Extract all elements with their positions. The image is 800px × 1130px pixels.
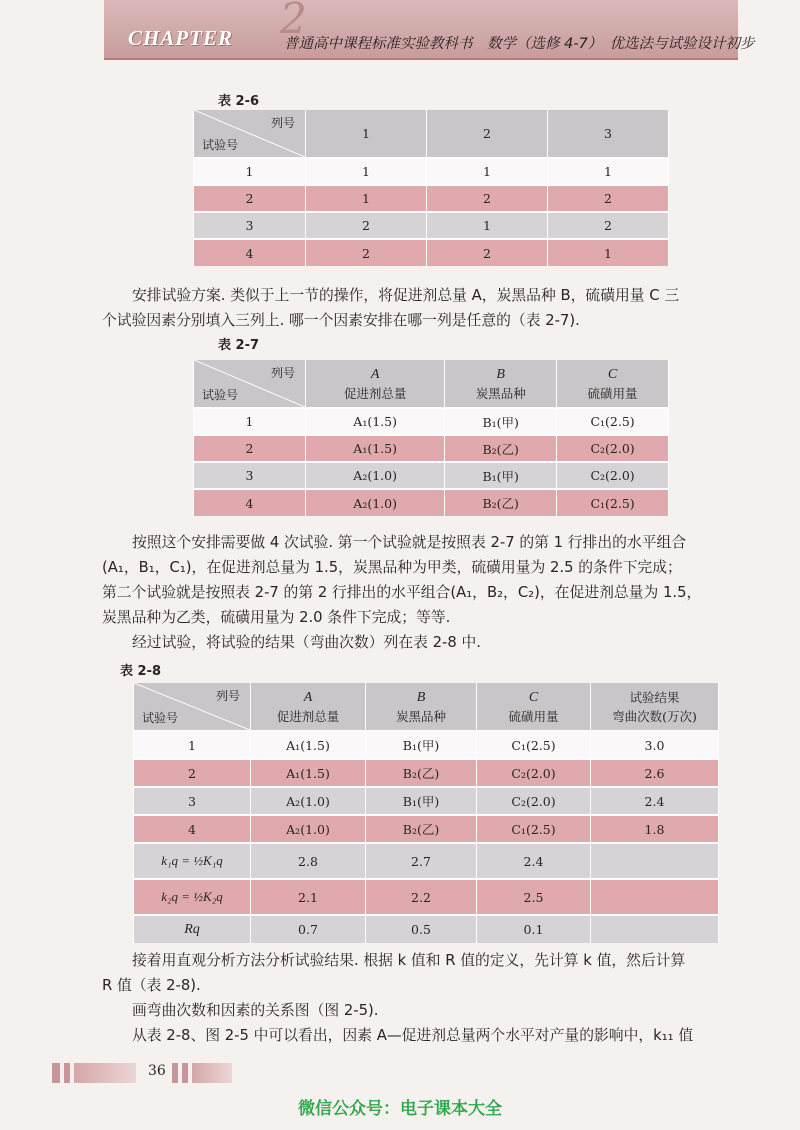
cell: 1 [134, 731, 251, 759]
table-row [194, 435, 669, 462]
footer-bar-left [74, 1063, 136, 1083]
col-b-header [366, 683, 477, 731]
cell: 4 [194, 489, 306, 516]
cell: 1 [306, 158, 427, 185]
footer-bar-right [172, 1063, 178, 1083]
table-row [194, 212, 669, 239]
table-row [194, 239, 669, 266]
cell: C₂(2.0) [557, 435, 669, 462]
cell: 3 [194, 212, 306, 239]
cell: 1 [194, 408, 306, 435]
factor-letter: C [528, 689, 539, 705]
cell [591, 879, 719, 915]
col-c-header [557, 360, 669, 408]
cell: A₁(1.5) [251, 759, 366, 787]
paragraph-line: 个试验因素分别填入三列上. 哪一个因素安排在哪一列是任意的（表 2-7). [102, 312, 580, 329]
table-row [134, 787, 719, 815]
factor-name: 硫磺用量 [508, 708, 559, 724]
cell: B₂(乙) [366, 759, 477, 787]
cell: B₂(乙) [445, 489, 557, 516]
factor-letter: A [370, 366, 380, 382]
paragraph-line: 接着用直观分析方法分析试验结果. 根据 k 值和 R 值的定义，先计算 k 值，然后计算 [132, 952, 686, 969]
cell [591, 843, 719, 879]
cell: B₁(甲) [445, 408, 557, 435]
cell: 1.8 [591, 815, 719, 843]
chapter-label: CHAPTER [128, 26, 234, 50]
table-2-7-caption: 表 2-7 [218, 338, 260, 353]
cell: A₁(1.5) [306, 408, 445, 435]
paragraph-line: 安排试验方案. 类似于上一节的操作，将促进剂总量 A，炭黑品种 B，硫磺用量 C 三 [132, 287, 680, 304]
col-a-header [306, 360, 445, 408]
col-header-label: 列号 [270, 366, 295, 380]
k1-label: k₁q = ½K₁q [134, 843, 251, 879]
cell: 1 [548, 239, 669, 266]
cell: 2.1 [251, 879, 366, 915]
cell: A₂(1.0) [306, 462, 445, 489]
cell: B₁(甲) [366, 787, 477, 815]
cell: A₂(1.0) [251, 787, 366, 815]
cell [591, 915, 719, 943]
cell: A₁(1.5) [306, 435, 445, 462]
factor-name: 促进剂总量 [276, 708, 340, 724]
factor-name: 硫磺用量 [587, 385, 638, 401]
table-row [194, 489, 669, 516]
cell: A₁(1.5) [251, 731, 366, 759]
cell: C₁(2.5) [557, 489, 669, 516]
page-header [104, 0, 755, 60]
row-header-label: 试验号 [202, 388, 239, 402]
cell: 0.5 [366, 915, 477, 943]
factor-letter: B [416, 689, 426, 705]
cell: 1 [306, 185, 427, 212]
table-row-k2 [134, 879, 719, 915]
paragraph-line: 经过试验，将试验的结果（弯曲次数）列在表 2-8 中. [132, 634, 482, 651]
cell: C₁(2.5) [477, 731, 591, 759]
factor-letter: A [303, 689, 313, 705]
paragraph-3 [102, 948, 742, 1048]
table-row [134, 759, 719, 787]
page-number: 36 [148, 1063, 166, 1079]
footer-bar-right [182, 1063, 188, 1083]
paragraph-line: 炭黑品种为乙类，硫磺用量为 2.0 条件下完成；等等. [102, 609, 451, 626]
col-3-header: 3 [548, 110, 669, 158]
cell: C₂(2.0) [557, 462, 669, 489]
table-2-8 [133, 683, 719, 943]
table-row [194, 158, 669, 185]
cell: 2.2 [366, 879, 477, 915]
paragraph-2 [102, 530, 742, 655]
cell: 2 [134, 759, 251, 787]
cell: 2 [306, 212, 427, 239]
cell: 1 [427, 212, 548, 239]
cell: 2.6 [591, 759, 719, 787]
factor-name: 炭黑品种 [475, 385, 526, 401]
paragraph-line: R 值（表 2-8). [102, 977, 201, 994]
paragraph-1 [102, 283, 742, 333]
table-2-6-corner [194, 110, 306, 158]
footer-bar-right [192, 1063, 232, 1083]
cell: 2 [548, 212, 669, 239]
cell: 2.5 [477, 879, 591, 915]
cell: B₁(甲) [366, 731, 477, 759]
factor-name: 促进剂总量 [343, 385, 407, 401]
cell: 4 [134, 815, 251, 843]
table-2-6 [193, 110, 669, 266]
factor-letter: C [607, 366, 618, 382]
table-2-8-corner [134, 683, 251, 731]
paragraph-line: 按照这个安排需要做 4 次试验. 第一个试验就是按照表 2-7 的第 1 行排出的水平组合 [132, 534, 687, 551]
table-2-7-corner [194, 360, 306, 408]
col-header-label: 列号 [270, 116, 295, 130]
cell: 3 [134, 787, 251, 815]
book-title: 普通高中课程标准实验教科书 数学（选修 4-7） 优选法与试验设计初步 [284, 36, 755, 52]
result-title: 试验结果 [629, 689, 680, 705]
cell: 2 [548, 185, 669, 212]
cell: 4 [194, 239, 306, 266]
cell: 3.0 [591, 731, 719, 759]
col-1-header: 1 [306, 110, 427, 158]
cell: 1 [427, 158, 548, 185]
table-row [134, 731, 719, 759]
result-unit: 弯曲次数(万次) [612, 708, 697, 724]
cell: B₁(甲) [445, 462, 557, 489]
table-2-8-caption: 表 2-8 [120, 664, 162, 679]
cell: 2 [427, 239, 548, 266]
cell: 0.7 [251, 915, 366, 943]
table-row [194, 462, 669, 489]
factor-letter: B [496, 366, 505, 382]
row-header-label: 试验号 [142, 711, 179, 725]
paragraph-line: 第二个试验就是按照表 2-7 的第 2 行排出的水平组合(A₁，B₂，C₂)，在促进剂总量为 1.5， [102, 584, 702, 601]
col-2-header: 2 [427, 110, 548, 158]
cell: B₂(乙) [366, 815, 477, 843]
col-result-header [591, 683, 719, 731]
col-b-header [445, 360, 557, 408]
k2-label: k₂q = ½K₂q [134, 879, 251, 915]
cell: 2.4 [591, 787, 719, 815]
r-label: Rq [134, 915, 251, 943]
cell: 3 [194, 462, 306, 489]
row-header-label: 试验号 [202, 138, 239, 152]
cell: 2 [427, 185, 548, 212]
cell: C₂(2.0) [477, 787, 591, 815]
col-header-label: 列号 [215, 689, 240, 703]
cell: B₂(乙) [445, 435, 557, 462]
cell: 2.7 [366, 843, 477, 879]
cell: 2 [194, 185, 306, 212]
cell: 1 [548, 158, 669, 185]
table-2-7 [193, 360, 669, 516]
col-a-header [251, 683, 366, 731]
table-row-r [134, 915, 719, 943]
paragraph-line: 从表 2-8、图 2-5 中可以看出，因素 A—促进剂总量两个水平对产量的影响中，k₁₁ 值 [132, 1027, 694, 1044]
table-row-k1 [134, 843, 719, 879]
table-2-6-caption: 表 2-6 [218, 94, 260, 109]
cell: 0.1 [477, 915, 591, 943]
watermark-text: 微信公众号：电子课本大全 [298, 1099, 502, 1119]
paragraph-line: 画弯曲次数和因素的关系图（图 2-5). [132, 1002, 379, 1019]
cell: A₂(1.0) [306, 489, 445, 516]
cell: 2.8 [251, 843, 366, 879]
chapter-number: 2 [280, 0, 307, 43]
table-row [194, 408, 669, 435]
paragraph-line: (A₁，B₁，C₁)，在促进剂总量为 1.5，炭黑品种为甲类，硫磺用量为 2.5 的条件下完成； [102, 559, 682, 576]
footer-bar-left [64, 1063, 70, 1083]
factor-name: 炭黑品种 [395, 708, 446, 724]
cell: 2 [306, 239, 427, 266]
cell: C₁(2.5) [557, 408, 669, 435]
cell: C₂(2.0) [477, 759, 591, 787]
cell: A₂(1.0) [251, 815, 366, 843]
cell: 2.4 [477, 843, 591, 879]
cell: 2 [194, 435, 306, 462]
cell: C₁(2.5) [477, 815, 591, 843]
col-c-header [477, 683, 591, 731]
cell: 1 [194, 158, 306, 185]
footer-bar-left [52, 1063, 60, 1083]
table-row [194, 185, 669, 212]
table-row [134, 815, 719, 843]
